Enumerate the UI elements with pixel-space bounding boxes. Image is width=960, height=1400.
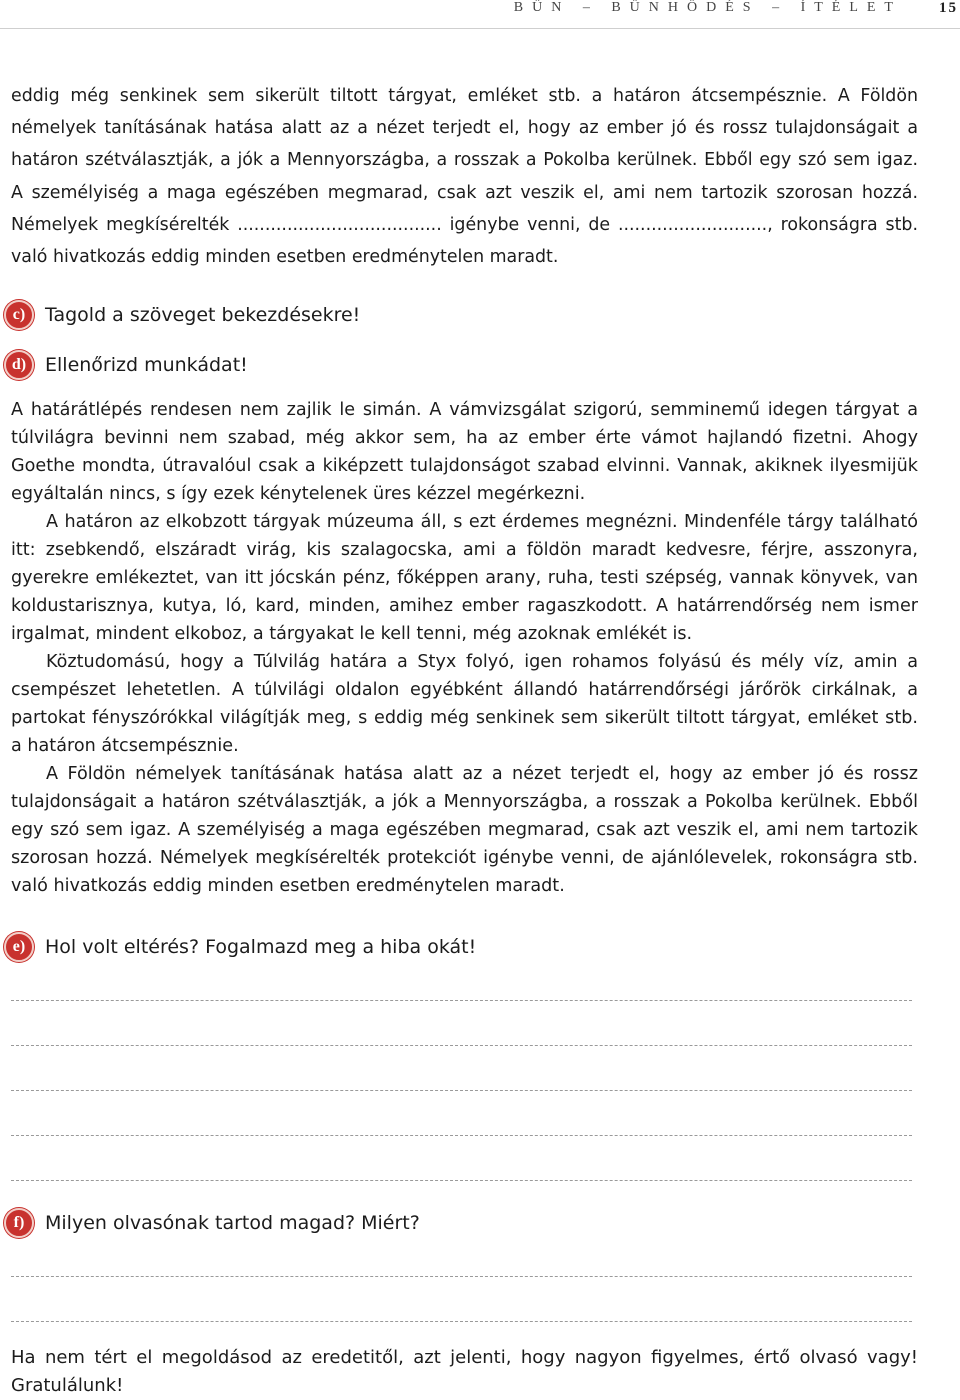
answer-line[interactable] (11, 1135, 912, 1136)
running-title: BŰN – BŰNHŐDÉS – ÍTÉLET (513, 0, 902, 15)
corrected-paragraph-2: A határon az elkobzott tárgyak múzeuma áll, s ezt érdemes megnézni. Mindenféle tárgy található itt: zsebkendő, elszáradt virág, kis szalagocska, ami a földön maradt kedvesre, férjre, asszonyra, gyerekre emlékeztet, van itt jócskán pénz, főképpen arany, ruha, testi szépség, vannak könyvek, van koldustarisznya, kutya, ló, kard, minden, amihez ember ragaszkodott. A határrendőrség nem ismer irgalmat, mindent elkoboz, a tárgyakat le kell tenni, még azoknak emlékét is. (11, 512, 918, 644)
corrected-text (11, 396, 918, 900)
task-e (4, 932, 476, 962)
task-f (4, 1208, 420, 1238)
corrected-paragraph-4: A Földön némelyek tanításának hatása alatt az a nézet terjedt el, hogy az ember jó és rossz tulajdonságait a határon szétválasztják, a jók a Mennyországba, a rosszak a Pokolba kerülnek. Ebből egy szó sem igaz. A személyiség a maga egészében megmarad, csak azt veszik el, ami nem tartozik szorosan hozzá. Némelyek megkísérelték protekciót igénybe venni, de ajánlólevelek, rokonságra stb. való hivatkozás eddig minden esetben eredménytelen maradt. (11, 764, 918, 896)
task-d-text: Ellenőrizd munkádat! (45, 354, 248, 376)
task-e-badge: e) (4, 932, 34, 962)
answer-line[interactable] (11, 1276, 912, 1277)
final-note: Ha nem tért el megoldásod az eredetitől, azt jelenti, hogy nagyon figyelmes, értő olvasó vagy! Gratulálunk! (11, 1347, 918, 1396)
task-f-badge: f) (4, 1208, 34, 1238)
page-number: 15 (939, 0, 958, 16)
answer-line[interactable] (11, 1045, 912, 1046)
task-c-badge: c) (4, 300, 34, 330)
task-c-text: Tagold a szöveget bekezdésekre! (45, 304, 361, 326)
task-d-badge: d) (4, 350, 34, 380)
corrected-paragraph-3: Köztudomású, hogy a Túlvilág határa a Styx folyó, igen rohamos folyású és mély víz, amin a csempészet lehetetlen. A túlvilági oldalon egyébként állandó határrendőrségi járőrök cirkálnak, a partokat fényszórókkal világítják meg, s eddig még senkinek sem sikerült tiltott tárgyat, emléket stb. a határon átcsempésznie. (11, 652, 918, 756)
answer-line[interactable] (11, 1180, 912, 1181)
task-f-text: Milyen olvasónak tartod magad? Miért? (45, 1212, 420, 1234)
task-e-text: Hol volt eltérés? Fogalmazd meg a hiba okát! (45, 936, 477, 958)
task-c (4, 300, 360, 330)
task-d (4, 350, 248, 380)
answer-line[interactable] (11, 1000, 912, 1001)
running-header (0, 0, 960, 20)
exercise-text-with-blanks: eddig még senkinek sem sikerült tiltott tárgyat, emléket stb. a határon átcsempésznie. A Földön némelyek tanításának hatása alatt az a nézet terjedt el, hogy az ember jó és rossz tulajdonságait a határon szétválasztják, a jók a Mennyországba, a rosszak a Pokolba kerülnek. Ebből egy szó sem igaz. A személyiség a maga egészében megmarad, csak azt veszik el, ami nem tartozik szorosan hozzá. Némelyek megkísérelték ..................................... igénybe venni, de ..........................., rokonságra stb. való hivatkozás eddig minden esetben eredménytelen maradt. (11, 86, 918, 268)
header-divider (0, 28, 960, 29)
answer-line[interactable] (11, 1090, 912, 1091)
corrected-paragraph-1: A határátlépés rendesen nem zajlik le simán. A vámvizsgálat szigorú, semminemű idegen tárgyat a túlvilágra bevinni nem szabad, még akkor sem, ha az ember érte vámot hajlandó fizetni. Ahogy Goethe mondta, útravalóul csak a kiképzett tulajdonságot szabad elvinni. Vannak, akiknek ilyesmijük egyáltalán nincs, s így ezek kénytelenek üres kézzel megérkezni. (11, 400, 918, 504)
answer-line[interactable] (11, 1321, 912, 1322)
